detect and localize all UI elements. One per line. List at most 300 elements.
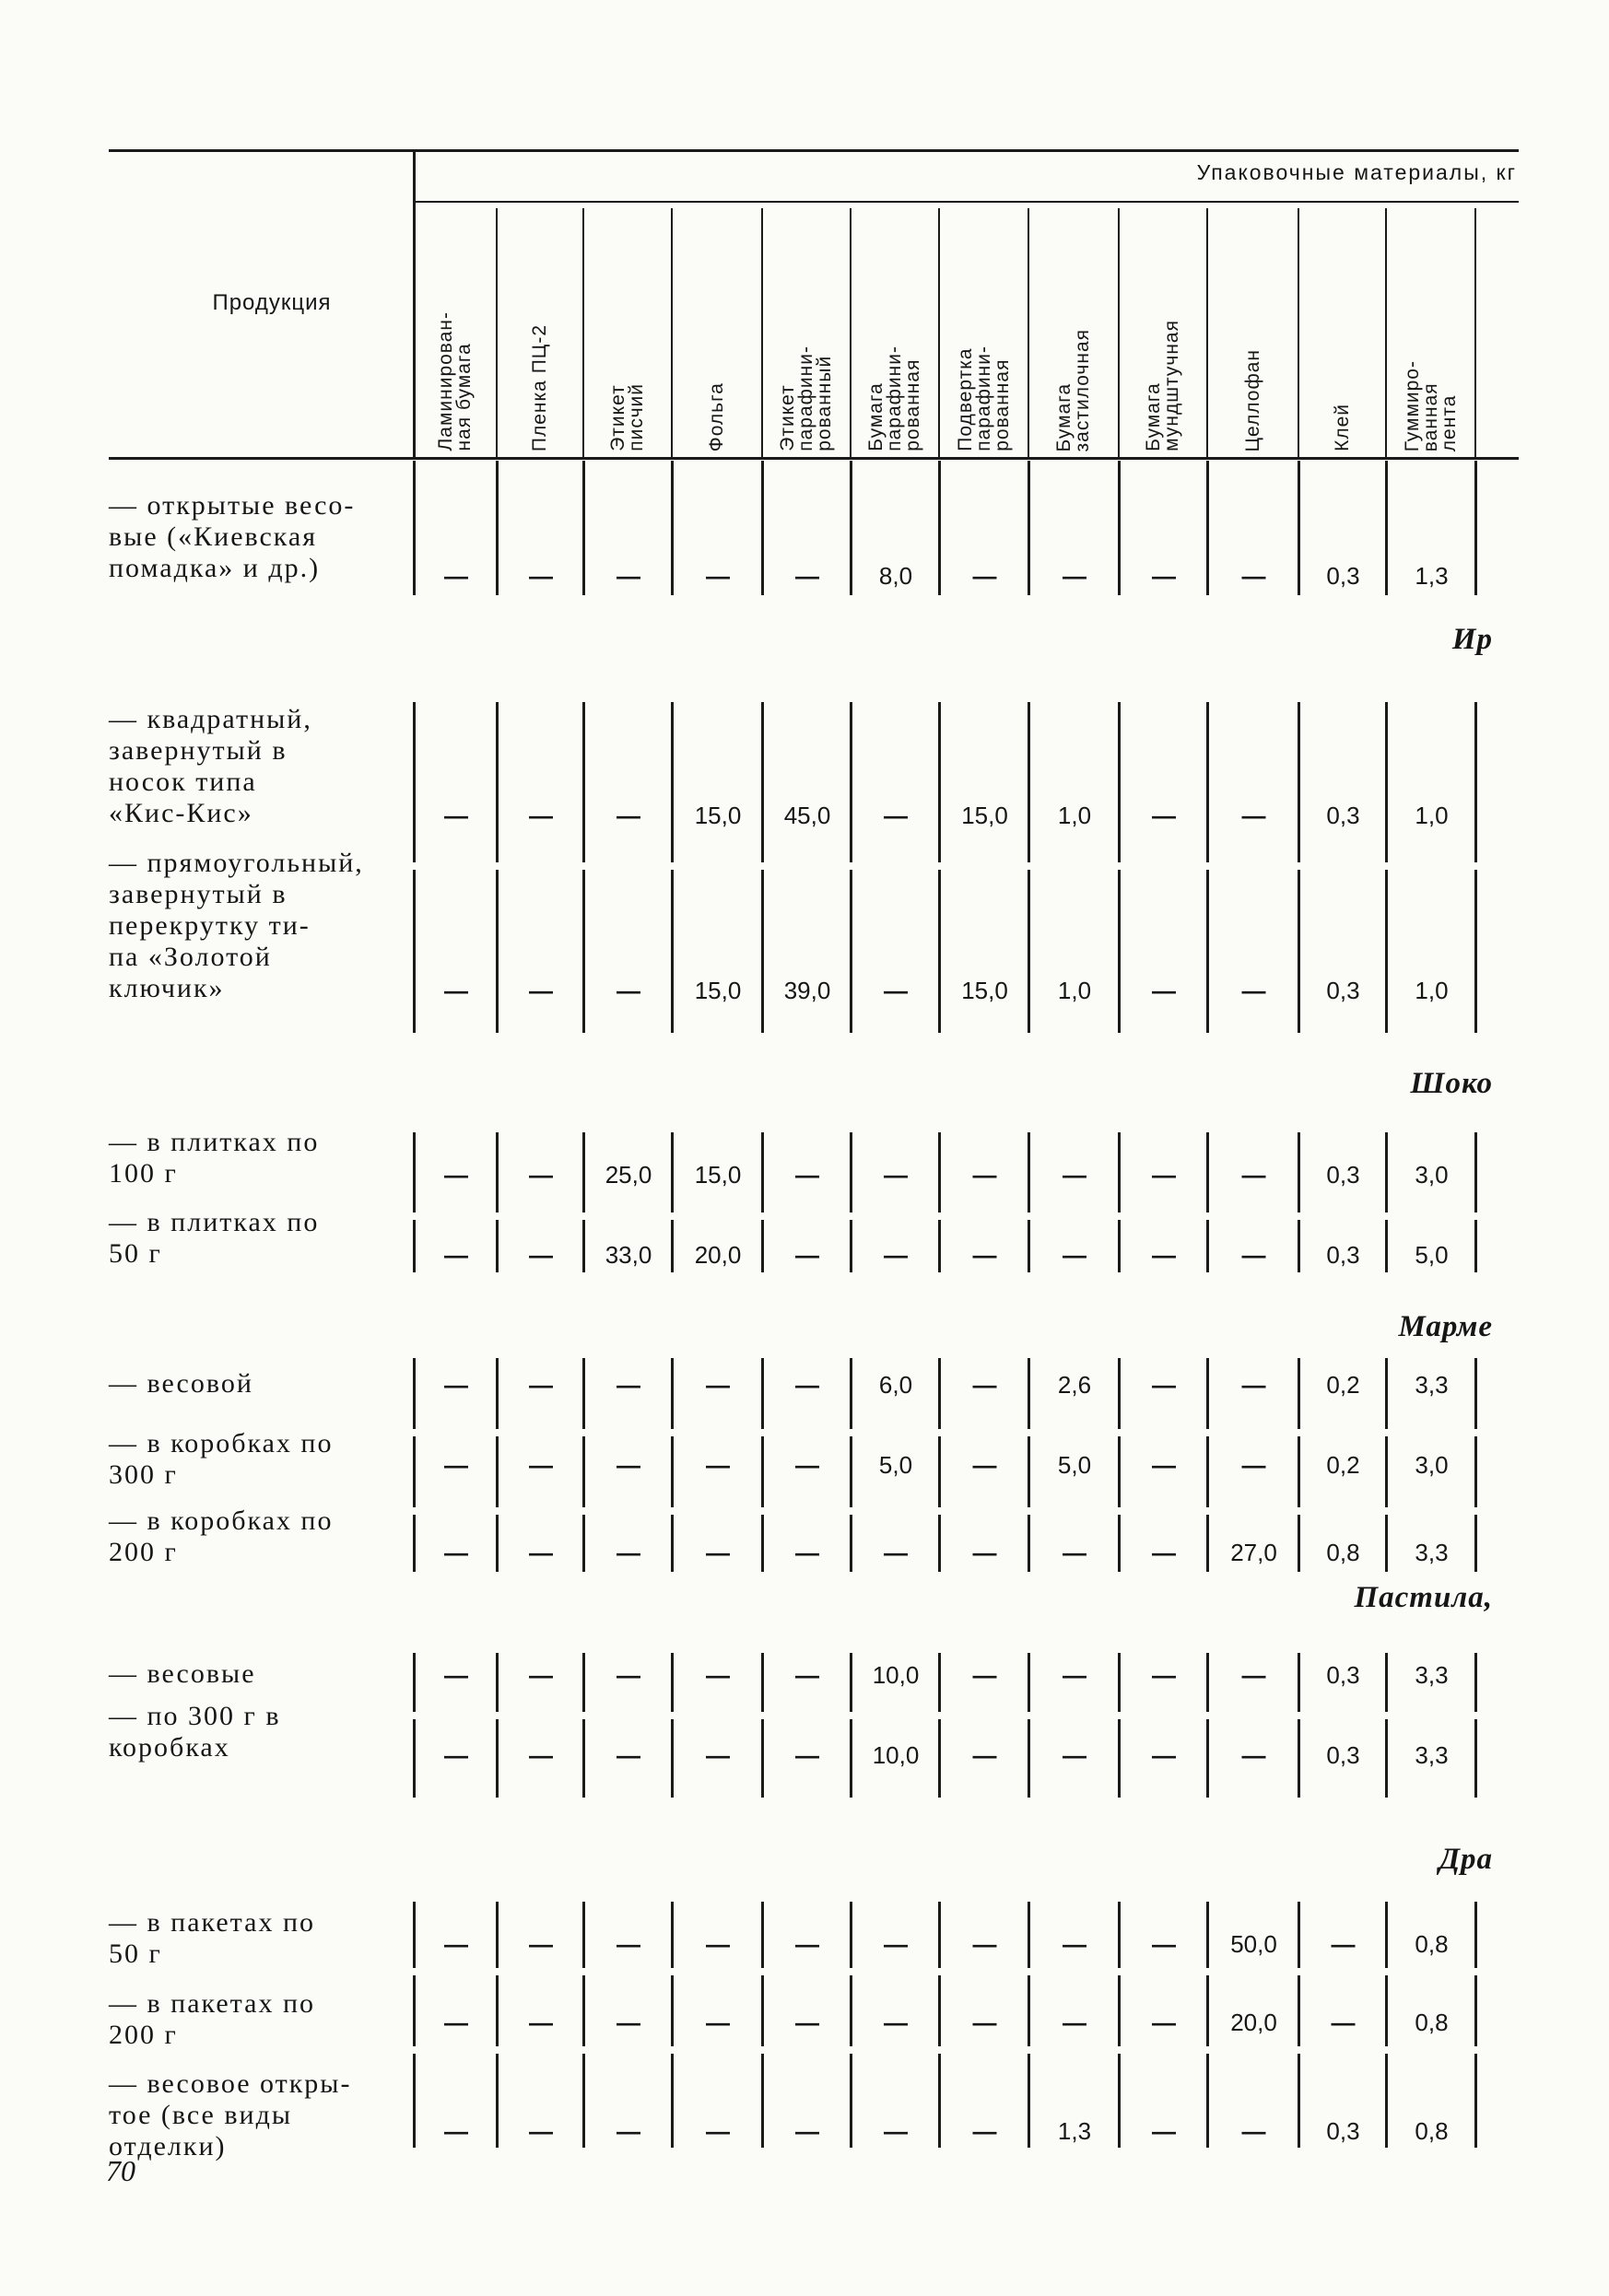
table-cell: — — [1152, 1451, 1176, 1479]
row-column-divider — [1118, 1132, 1121, 1212]
row-column-divider — [413, 1719, 416, 1798]
row-column-divider — [671, 1515, 674, 1572]
table-cell: 15,0 — [961, 977, 1008, 1004]
row-column-divider — [1298, 1515, 1300, 1572]
row-column-divider — [582, 1358, 585, 1429]
row-label: — в плитках по 100 г — [109, 1127, 320, 1189]
table-cell: — — [795, 1741, 819, 1769]
row-column-divider — [413, 1653, 416, 1712]
table-cell: — — [1152, 1539, 1176, 1566]
row-column-divider — [582, 1436, 585, 1507]
table-cell: — — [529, 1741, 553, 1769]
row-column-divider — [671, 1653, 674, 1712]
row-column-divider — [1028, 1975, 1030, 2046]
row-column-divider — [1206, 1515, 1209, 1572]
row-column-divider — [850, 1719, 852, 1798]
table-cell: 20,0 — [1230, 2009, 1277, 2036]
materials-header: Упаковочные материалы, кг — [1196, 160, 1517, 184]
row-column-divider — [413, 702, 416, 862]
row-column-divider — [1118, 1653, 1121, 1712]
row-column-divider — [671, 1719, 674, 1798]
table-cell: 0,2 — [1326, 1371, 1360, 1399]
row-column-divider — [671, 461, 674, 595]
row-column-divider — [496, 1902, 499, 1968]
column-header — [1210, 210, 1296, 457]
table-cell: 1,3 — [1057, 2117, 1092, 2145]
column-header — [1122, 210, 1204, 457]
row-column-divider — [1206, 1358, 1209, 1429]
row-column-divider — [938, 1358, 941, 1429]
row-column-divider — [1028, 1220, 1030, 1272]
column-header — [942, 210, 1026, 457]
row-column-divider — [1385, 1515, 1388, 1572]
row-column-divider — [671, 1975, 674, 2046]
row-column-divider — [850, 702, 852, 862]
row-column-divider — [413, 1436, 416, 1507]
table-cell: 15,0 — [694, 802, 742, 829]
table-cell: 50,0 — [1230, 1930, 1277, 1958]
table-cell: 39,0 — [783, 977, 831, 1004]
table-cell: 15,0 — [694, 1161, 742, 1189]
materials-rule — [413, 201, 1519, 203]
row-column-divider — [1474, 1132, 1477, 1212]
row-column-divider — [938, 702, 941, 862]
column-header-label: Целлофан — [1241, 348, 1263, 451]
header-divider — [413, 151, 416, 459]
row-column-divider — [1118, 1719, 1121, 1798]
table-cell: 1,3 — [1415, 562, 1449, 590]
row-column-divider — [1385, 1653, 1388, 1712]
section-title: Ир — [1451, 623, 1493, 656]
table-cell: 0,3 — [1326, 562, 1360, 590]
section-title: Шоко — [1410, 1067, 1493, 1100]
row-column-divider — [1206, 870, 1209, 1033]
row-column-divider — [1118, 1975, 1121, 2046]
row-column-divider — [582, 870, 585, 1033]
row-column-divider — [1385, 1220, 1388, 1272]
row-column-divider — [1298, 1220, 1300, 1272]
table-cell: — — [444, 1741, 468, 1769]
header-column-divider — [938, 208, 940, 459]
table-cell: 8,0 — [878, 562, 913, 590]
header-column-divider — [671, 208, 673, 459]
row-column-divider — [761, 1358, 764, 1429]
table-cell: 0,3 — [1326, 1161, 1360, 1189]
row-column-divider — [1118, 870, 1121, 1033]
table-cell: — — [529, 1661, 553, 1689]
table-cell: — — [444, 1371, 468, 1399]
row-column-divider — [496, 1436, 499, 1507]
row-column-divider — [671, 1358, 674, 1429]
column-header — [675, 210, 759, 457]
row-label: — в коробках по 200 г — [109, 1505, 334, 1567]
table-cell: — — [529, 802, 553, 829]
row-column-divider — [671, 702, 674, 862]
table-cell: — — [795, 1930, 819, 1958]
row-column-divider — [938, 1132, 941, 1212]
row-column-divider — [1298, 1653, 1300, 1712]
row-column-divider — [850, 2054, 852, 2148]
row-column-divider — [938, 1436, 941, 1507]
row-column-divider — [1118, 702, 1121, 862]
column-header-label: Бумага мундштучная — [1143, 320, 1182, 451]
product-column-header: Продукция — [212, 290, 332, 315]
table-cell: 0,3 — [1326, 2117, 1360, 2145]
table-cell: 6,0 — [878, 1371, 913, 1399]
table-cell: — — [617, 1930, 640, 1958]
table-cell: 0,8 — [1415, 1930, 1449, 1958]
table-cell: — — [1331, 1930, 1356, 1958]
row-column-divider — [761, 1132, 764, 1212]
table-cell: 2,6 — [1057, 1371, 1092, 1399]
row-column-divider — [1028, 1902, 1030, 1968]
table-cell: — — [884, 1930, 908, 1958]
column-header — [1389, 210, 1473, 457]
row-column-divider — [1474, 2054, 1477, 2148]
table-cell: — — [1063, 1930, 1086, 1958]
row-column-divider — [1385, 1132, 1388, 1212]
header-bottom-rule — [109, 457, 1519, 460]
row-column-divider — [1206, 1220, 1209, 1272]
header-column-divider — [582, 208, 584, 459]
row-column-divider — [1118, 1358, 1121, 1429]
row-column-divider — [1206, 1902, 1209, 1968]
row-column-divider — [1028, 1653, 1030, 1712]
header-column-divider — [496, 208, 498, 459]
row-label: — открытые весо- вые («Киевская помадка» и др.) — [109, 490, 356, 583]
column-header — [586, 210, 669, 457]
row-column-divider — [1118, 1902, 1121, 1968]
column-header-label: Подвертка парафини- рованная — [954, 346, 1013, 451]
row-column-divider — [413, 1358, 416, 1429]
page-number: 70 — [106, 2154, 135, 2187]
table-cell: — — [884, 802, 908, 829]
table-cell: — — [972, 1371, 997, 1399]
row-column-divider — [1206, 702, 1209, 862]
table-cell: — — [1063, 1539, 1086, 1566]
table-cell: — — [617, 2117, 640, 2145]
row-column-divider — [582, 1132, 585, 1212]
row-column-divider — [1298, 702, 1300, 862]
table-cell: 20,0 — [694, 1241, 742, 1269]
row-column-divider — [850, 1436, 852, 1507]
row-column-divider — [850, 461, 852, 595]
row-column-divider — [850, 1515, 852, 1572]
table-cell: 10,0 — [872, 1661, 920, 1689]
table-cell: — — [795, 1451, 819, 1479]
row-column-divider — [1028, 461, 1030, 595]
table-cell: — — [795, 562, 819, 590]
table-cell: — — [1152, 1741, 1176, 1769]
row-column-divider — [582, 1902, 585, 1968]
row-column-divider — [761, 870, 764, 1033]
row-column-divider — [496, 1132, 499, 1212]
row-column-divider — [1206, 1132, 1209, 1212]
row-column-divider — [1385, 1358, 1388, 1429]
table-cell: — — [1152, 1661, 1176, 1689]
table-cell: — — [444, 1930, 468, 1958]
row-column-divider — [761, 702, 764, 862]
table-cell: — — [884, 1161, 908, 1189]
column-header-label: Гуммиро- ванная лента — [1401, 359, 1460, 451]
table-cell: 5,0 — [1057, 1451, 1092, 1479]
row-label: — по 300 г в коробках — [109, 1701, 281, 1763]
table-cell: — — [1152, 2009, 1176, 2036]
row-label: — квадратный, завернутый в носок типа «Кис-Кис» — [109, 704, 312, 828]
table-cell: — — [972, 1661, 997, 1689]
row-column-divider — [1474, 870, 1477, 1033]
table-cell: — — [617, 1371, 640, 1399]
row-column-divider — [496, 2054, 499, 2148]
table-cell: — — [706, 2009, 730, 2036]
table-cell: — — [444, 802, 468, 829]
row-column-divider — [1298, 461, 1300, 595]
row-column-divider — [496, 1515, 499, 1572]
row-column-divider — [1206, 461, 1209, 595]
row-label: — в коробках по 300 г — [109, 1428, 334, 1490]
table-cell: 0,3 — [1326, 977, 1360, 1004]
row-column-divider — [850, 1975, 852, 2046]
section-title: Дра — [1439, 1843, 1493, 1876]
table-cell: — — [529, 1161, 553, 1189]
row-column-divider — [1118, 461, 1121, 595]
table-cell: 3,3 — [1415, 1371, 1449, 1399]
row-column-divider — [496, 1719, 499, 1798]
row-column-divider — [1385, 1975, 1388, 2046]
column-header — [417, 210, 494, 457]
table-cell: — — [1152, 977, 1176, 1004]
row-column-divider — [582, 1653, 585, 1712]
column-header — [1031, 210, 1116, 457]
table-cell: 5,0 — [878, 1451, 913, 1479]
table-cell: 5,0 — [1415, 1241, 1449, 1269]
row-column-divider — [1474, 461, 1477, 595]
table-cell: — — [706, 1661, 730, 1689]
column-header-label: Бумага застилочная — [1053, 328, 1093, 451]
table-cell: — — [1241, 1451, 1266, 1479]
row-column-divider — [496, 870, 499, 1033]
table-cell: — — [617, 2009, 640, 2036]
row-column-divider — [938, 2054, 941, 2148]
row-column-divider — [1385, 870, 1388, 1033]
header-column-divider — [850, 208, 851, 459]
table-cell: — — [795, 2009, 819, 2036]
table-cell: — — [1152, 1371, 1176, 1399]
row-column-divider — [1385, 1436, 1388, 1507]
header-column-divider — [1206, 208, 1208, 459]
row-column-divider — [1474, 1515, 1477, 1572]
table-cell: — — [1063, 1241, 1086, 1269]
column-header-label: Этикет писчий — [607, 383, 647, 451]
row-column-divider — [1028, 2054, 1030, 2148]
table-cell: 0,3 — [1326, 1241, 1360, 1269]
row-column-divider — [1028, 702, 1030, 862]
table-cell: — — [1152, 1161, 1176, 1189]
table-cell: — — [617, 977, 640, 1004]
row-column-divider — [1298, 2054, 1300, 2148]
row-column-divider — [1298, 1975, 1300, 2046]
row-column-divider — [1118, 1515, 1121, 1572]
table-cell: — — [972, 2117, 997, 2145]
table-cell: — — [706, 1539, 730, 1566]
row-column-divider — [1474, 1975, 1477, 2046]
table-cell: — — [1063, 1741, 1086, 1769]
row-column-divider — [761, 1436, 764, 1507]
row-column-divider — [761, 461, 764, 595]
table-cell: — — [972, 1451, 997, 1479]
table-cell: — — [795, 1539, 819, 1566]
row-column-divider — [1298, 1436, 1300, 1507]
table-cell: — — [1241, 802, 1266, 829]
table-cell: — — [1063, 562, 1086, 590]
header-column-divider — [761, 208, 763, 459]
row-column-divider — [938, 1902, 941, 1968]
row-column-divider — [413, 1975, 416, 2046]
table-cell: — — [1241, 1741, 1266, 1769]
row-column-divider — [850, 1358, 852, 1429]
table-cell: — — [1063, 1661, 1086, 1689]
table-cell: 27,0 — [1230, 1539, 1277, 1566]
table-cell: 0,3 — [1326, 802, 1360, 829]
row-column-divider — [850, 1653, 852, 1712]
table-cell: — — [617, 562, 640, 590]
row-column-divider — [1474, 1653, 1477, 1712]
header-column-divider — [1298, 208, 1299, 459]
table-cell: — — [1241, 2117, 1266, 2145]
table-cell: — — [706, 2117, 730, 2145]
table-cell: — — [1152, 2117, 1176, 2145]
table-cell: — — [444, 2117, 468, 2145]
row-column-divider — [582, 1515, 585, 1572]
row-column-divider — [1028, 1719, 1030, 1798]
row-column-divider — [761, 1220, 764, 1272]
column-header-label: Клей — [1331, 404, 1353, 451]
table-cell: 0,8 — [1326, 1539, 1360, 1566]
row-column-divider — [1206, 1719, 1209, 1798]
row-label: — в пакетах по 200 г — [109, 1988, 316, 2050]
table-cell: — — [795, 2117, 819, 2145]
row-column-divider — [938, 1653, 941, 1712]
table-cell: — — [617, 1661, 640, 1689]
row-column-divider — [413, 1132, 416, 1212]
table-cell: — — [529, 1241, 553, 1269]
row-column-divider — [1028, 1358, 1030, 1429]
table-cell: — — [1152, 1930, 1176, 1958]
row-column-divider — [850, 1220, 852, 1272]
table-cell: — — [529, 1451, 553, 1479]
column-header-label: Этикет парафини- рованный — [777, 346, 835, 451]
row-column-divider — [1028, 1436, 1030, 1507]
row-column-divider — [1206, 2054, 1209, 2148]
table-cell: 0,2 — [1326, 1451, 1360, 1479]
row-column-divider — [1474, 1220, 1477, 1272]
table-cell: — — [1241, 1371, 1266, 1399]
row-column-divider — [1206, 1436, 1209, 1507]
table-cell: 3,3 — [1415, 1741, 1449, 1769]
row-column-divider — [496, 1358, 499, 1429]
table-cell: 10,0 — [872, 1741, 920, 1769]
row-column-divider — [1474, 1358, 1477, 1429]
row-column-divider — [1028, 1132, 1030, 1212]
row-column-divider — [1385, 1902, 1388, 1968]
row-column-divider — [413, 2054, 416, 2148]
table-cell: — — [706, 562, 730, 590]
row-column-divider — [496, 1975, 499, 2046]
row-column-divider — [582, 2054, 585, 2148]
row-label: — в плитках по 50 г — [109, 1207, 320, 1269]
column-header-label: Бумага парафини- рованная — [865, 346, 923, 451]
row-column-divider — [761, 1902, 764, 1968]
row-column-divider — [1474, 1719, 1477, 1798]
row-column-divider — [582, 1719, 585, 1798]
row-column-divider — [1474, 702, 1477, 862]
table-cell: — — [972, 562, 997, 590]
table-cell: — — [706, 1741, 730, 1769]
table-cell: — — [706, 1371, 730, 1399]
table-cell: — — [444, 2009, 468, 2036]
section-title: Пастила, — [1354, 1581, 1493, 1614]
table-cell: — — [617, 802, 640, 829]
row-column-divider — [761, 2054, 764, 2148]
row-column-divider — [671, 2054, 674, 2148]
table-cell: — — [795, 1661, 819, 1689]
table-cell: — — [444, 1539, 468, 1566]
row-column-divider — [1118, 1220, 1121, 1272]
table-cell: — — [795, 1371, 819, 1399]
row-label: — прямоугольный, завернутый в перекрутку ти- па «Золотой ключик» — [109, 848, 364, 1003]
row-column-divider — [938, 870, 941, 1033]
row-column-divider — [1206, 1653, 1209, 1712]
row-column-divider — [850, 1132, 852, 1212]
row-column-divider — [413, 1902, 416, 1968]
row-column-divider — [413, 1515, 416, 1572]
table-cell: 0,8 — [1415, 2009, 1449, 2036]
table-cell: — — [706, 1451, 730, 1479]
row-column-divider — [761, 1515, 764, 1572]
table-cell: — — [884, 2009, 908, 2036]
table-cell: 1,0 — [1415, 977, 1449, 1004]
row-column-divider — [938, 1515, 941, 1572]
row-column-divider — [413, 461, 416, 595]
row-column-divider — [1474, 1436, 1477, 1507]
table-cell: — — [444, 1661, 468, 1689]
row-column-divider — [582, 1220, 585, 1272]
table-cell: — — [972, 1161, 997, 1189]
row-column-divider — [582, 1975, 585, 2046]
table-cell: — — [1152, 802, 1176, 829]
header-column-divider — [1118, 208, 1120, 459]
row-column-divider — [1298, 870, 1300, 1033]
row-column-divider — [671, 1220, 674, 1272]
table-cell: 0,3 — [1326, 1741, 1360, 1769]
row-column-divider — [671, 1132, 674, 1212]
table-cell: 45,0 — [783, 802, 831, 829]
table-cell: 25,0 — [605, 1161, 652, 1189]
table-cell: 3,0 — [1415, 1161, 1449, 1189]
column-header — [853, 210, 936, 457]
table-cell: — — [1063, 2009, 1086, 2036]
table-cell: — — [972, 1539, 997, 1566]
row-label: — в пакетах по 50 г — [109, 1907, 316, 1969]
row-column-divider — [1385, 2054, 1388, 2148]
table-cell: 3,3 — [1415, 1661, 1449, 1689]
table-cell: — — [884, 977, 908, 1004]
row-label: — весовой — [109, 1368, 253, 1399]
row-column-divider — [1298, 1902, 1300, 1968]
table-cell: 33,0 — [605, 1241, 652, 1269]
row-column-divider — [582, 461, 585, 595]
row-column-divider — [938, 1975, 941, 2046]
